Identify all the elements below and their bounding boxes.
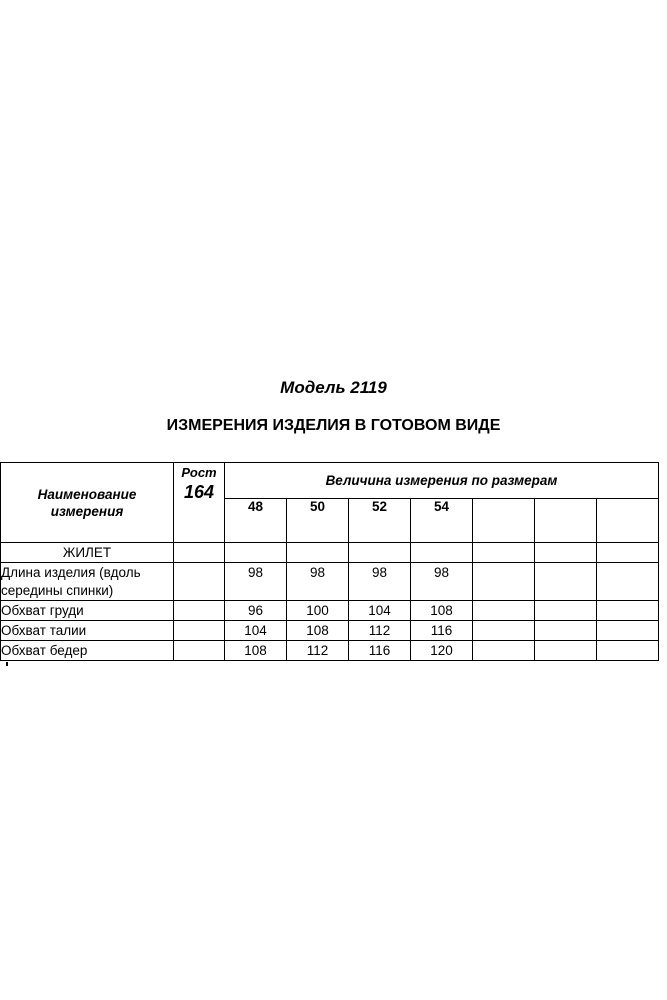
value-cell: 112 [287,641,349,661]
size-cell [535,499,597,543]
value-cell: 116 [411,621,473,641]
size-cell [473,499,535,543]
value-cell [597,621,659,641]
sizes-header: Величина измерения по размерам [225,463,659,499]
table-row [1,621,659,641]
model-title: Модель 2119 [280,378,387,397]
rost-cell [174,563,225,601]
row-label: Обхват груди [1,601,174,621]
rost-cell [174,621,225,641]
measurements-table [0,462,659,661]
value-cell: 116 [349,641,411,661]
document-heading: ИЗМЕРЕНИЯ ИЗДЕЛИЯ В ГОТОВОМ ВИДЕ [166,417,501,434]
table-row [1,641,659,661]
rost-cell [174,601,225,621]
empty-cell [597,543,659,563]
size-cell: 54 [411,499,473,543]
section-label: ЖИЛЕТ [1,543,174,563]
empty-cell [225,543,287,563]
value-cell: 108 [411,601,473,621]
rost-column-header [174,463,225,543]
empty-cell [287,543,349,563]
value-cell [473,563,535,601]
value-cell [597,641,659,661]
stray-mark [6,662,8,666]
empty-cell [411,543,473,563]
header-row-1 [1,463,659,499]
value-cell: 112 [349,621,411,641]
value-cell [535,621,597,641]
value-cell [535,563,597,601]
rost-label: Рост [181,465,217,480]
value-cell [473,641,535,661]
empty-cell [473,543,535,563]
value-cell [473,601,535,621]
rost-cell [174,641,225,661]
value-cell: 100 [287,601,349,621]
value-cell: 108 [225,641,287,661]
row-label: Длина изделия (вдоль середины спинки) [1,563,174,601]
size-cell [597,499,659,543]
empty-cell [349,543,411,563]
value-cell: 98 [411,563,473,601]
value-cell [597,563,659,601]
size-cell: 52 [349,499,411,543]
value-cell [597,601,659,621]
value-cell: 104 [349,601,411,621]
table-row [1,563,659,601]
empty-cell [174,543,225,563]
value-cell [473,621,535,641]
value-cell [535,641,597,661]
value-cell: 96 [225,601,287,621]
empty-cell [535,543,597,563]
size-cell: 48 [225,499,287,543]
value-cell [535,601,597,621]
size-cell: 50 [287,499,349,543]
table-row [1,601,659,621]
value-cell: 98 [287,563,349,601]
rost-value: 164 [183,482,215,502]
value-cell: 120 [411,641,473,661]
value-cell: 98 [349,563,411,601]
name-column-header: Наименование измерения [1,463,174,543]
row-label: Обхват бедер [1,641,174,661]
section-row [1,543,659,563]
value-cell: 98 [225,563,287,601]
row-label: Обхват талии [1,621,174,641]
value-cell: 104 [225,621,287,641]
value-cell: 108 [287,621,349,641]
